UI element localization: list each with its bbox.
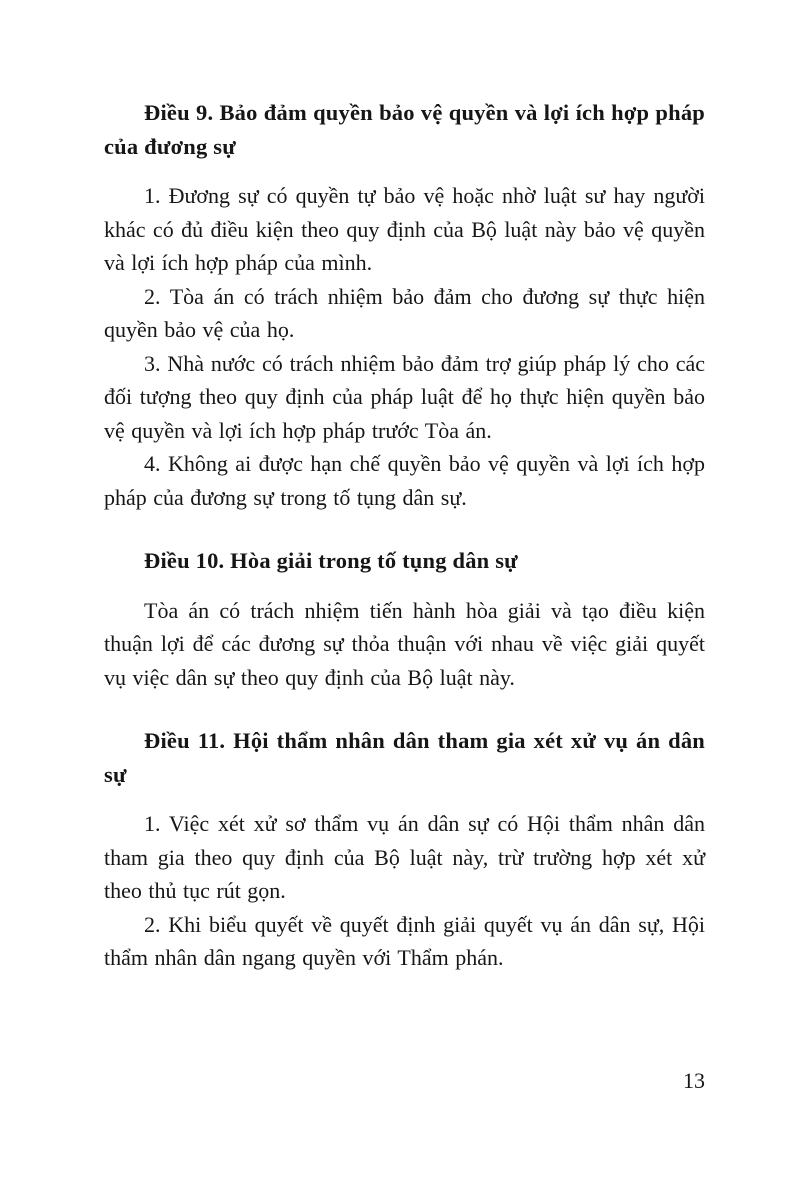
article-10-paragraph-1: Tòa án có trách nhiệm tiến hành hòa giải và tạo điều kiện thuận lợi để các đương sự thỏa thuận với nhau về việc giải quyết vụ việc dân sự theo quy định của Bộ luật này.	[104, 597, 705, 690]
article-11-paragraph-1: 1. Việc xét xử sơ thẩm vụ án dân sự có Hội thẩm nhân dân tham gia theo quy định của Bộ luật này, trừ trường hợp xét xử theo thủ tục rút gọn.	[104, 811, 705, 903]
article-9-paragraph-1: 1. Đương sự có quyền tự bảo vệ hoặc nhờ luật sư hay người khác có đủ điều kiện theo quy định của Bộ luật này bảo vệ quyền và lợi ích hợp pháp của mình.	[104, 183, 705, 275]
article-9	[104, 96, 705, 514]
article-10-heading: Điều 10. Hòa giải trong tố tụng dân sự	[144, 548, 518, 573]
article-10	[104, 544, 705, 694]
article-9-paragraph-4: 4. Không ai được hạn chế quyền bảo vệ quyền và lợi ích hợp pháp của đương sự trong tố tụng dân sự.	[104, 451, 705, 510]
article-9-heading: Điều 9. Bảo đảm quyền bảo vệ quyền và lợi ích hợp pháp của đương sự	[104, 100, 705, 159]
article-11	[104, 724, 705, 975]
article-9-paragraph-3: 3. Nhà nước có trách nhiệm bảo đảm trợ giúp pháp lý cho các đối tượng theo quy định của pháp luật để họ thực hiện quyền bảo vệ quyền và lợi ích hợp pháp trước Tòa án.	[104, 350, 705, 443]
article-9-paragraph-2: 2. Tòa án có trách nhiệm bảo đảm cho đương sự thực hiện quyền bảo vệ của họ.	[104, 283, 705, 342]
article-11-paragraph-2: 2. Khi biểu quyết về quyết định giải quyết vụ án dân sự, Hội thẩm nhân dân ngang quyền với Thẩm phán.	[104, 911, 705, 970]
article-11-heading: Điều 11. Hội thẩm nhân dân tham gia xét xử vụ án dân sự	[104, 728, 705, 787]
page-number: 13	[683, 1068, 705, 1093]
